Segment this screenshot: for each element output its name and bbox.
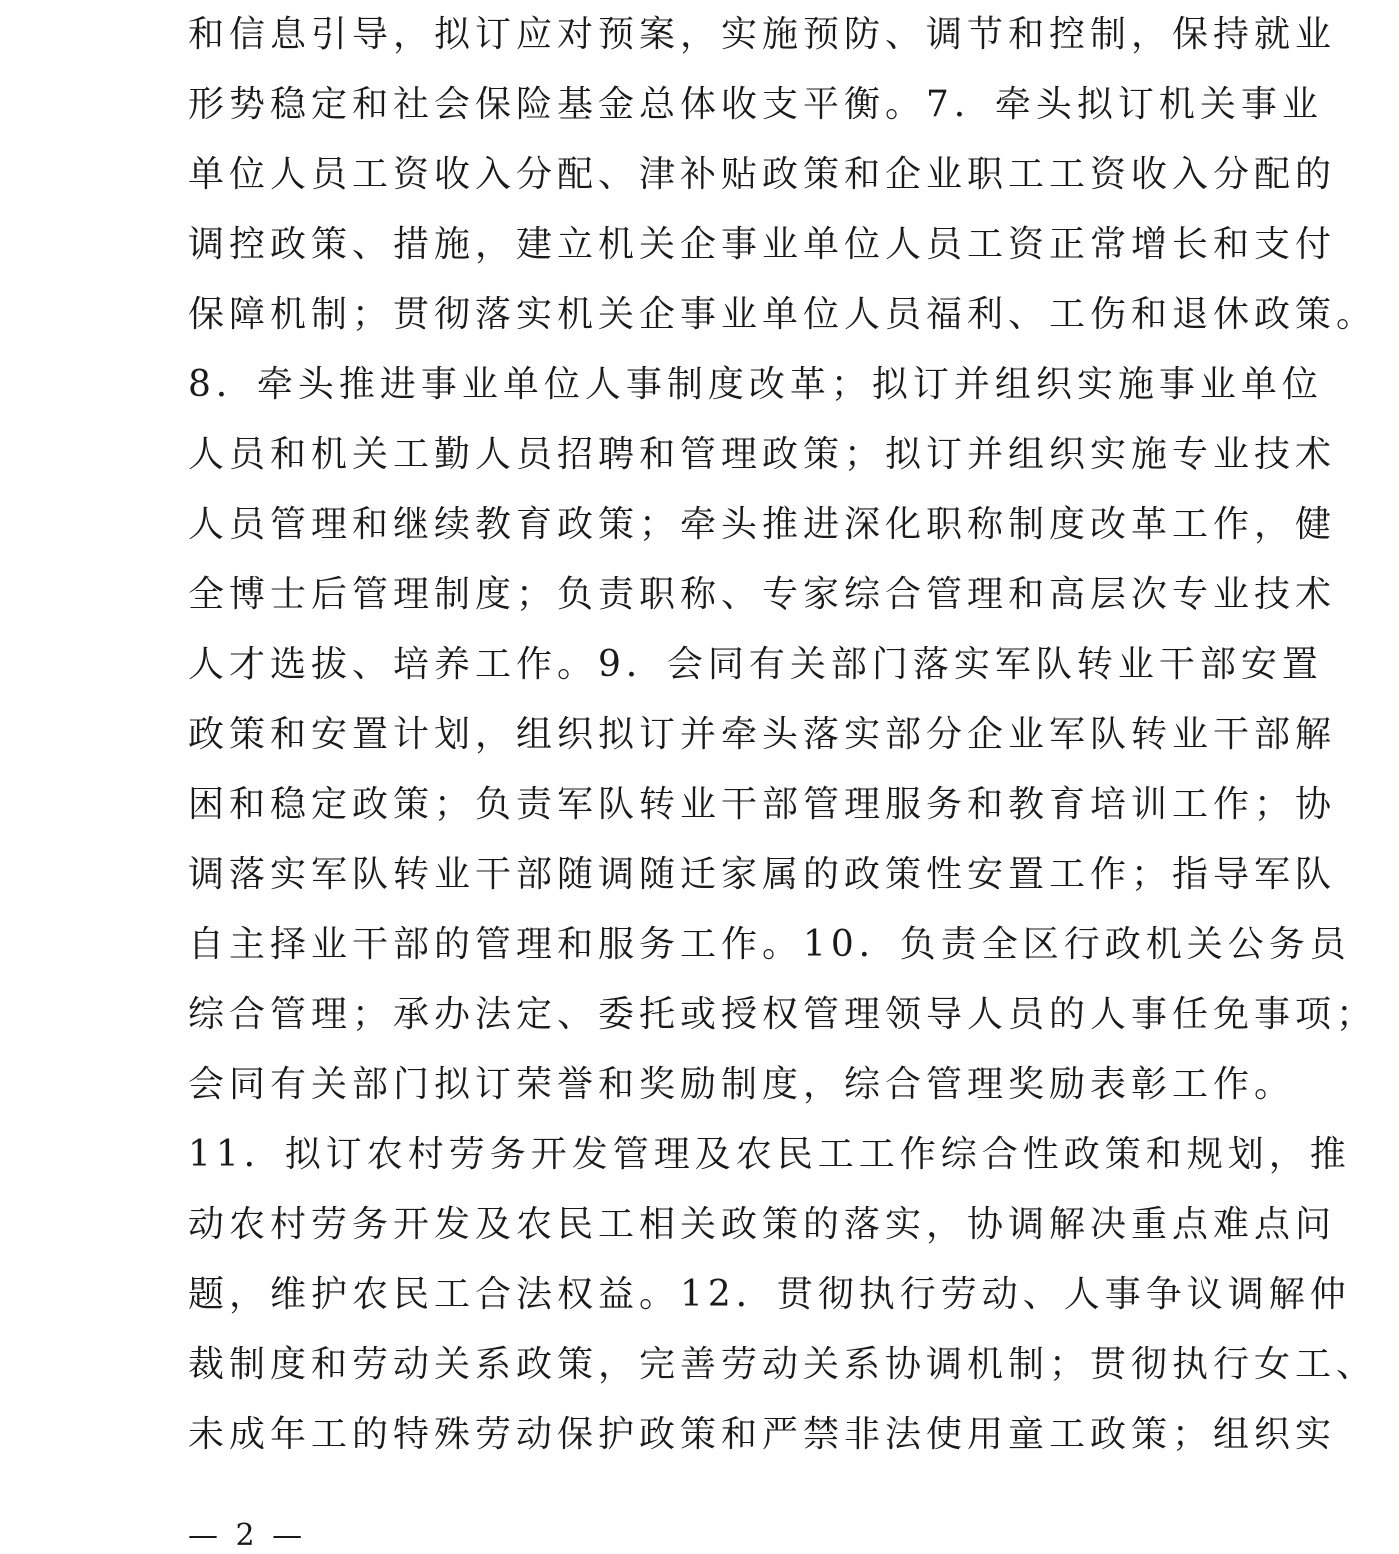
text-line: 人员管理和继续教育政策；牵头推进深化职称制度改革工作，健 [188,504,1337,545]
text-line: 会同有关部门拟订荣誉和奖励制度，综合管理奖励表彰工作。 [188,1064,1296,1105]
text-line: 人员和机关工勤人员招聘和管理政策；拟订并组织实施专业技术 [188,434,1337,475]
text-line: 动农村劳务开发及农民工相关政策的落实，协调解决重点难点问 [188,1204,1337,1245]
text-line: 未成年工的特殊劳动保护政策和严禁非法使用童工政策；组织实 [188,1414,1337,1455]
page-number: — 2 — [188,1518,307,1553]
text-line: 和信息引导，拟订应对预案，实施预防、调节和控制，保持就业 [188,14,1337,55]
text-line: 困和稳定政策；负责军队转业干部管理服务和教育培训工作；协 [188,784,1337,825]
text-line: 综合管理；承办法定、委托或授权管理领导人员的人事任免事项； [188,994,1378,1035]
text-line: 政策和安置计划，组织拟订并牵头落实部分企业军队转业干部解 [188,714,1337,755]
text-line: 调落实军队转业干部随调随迁家属的政策性安置工作；指导军队 [188,854,1337,895]
text-line: 调控政策、措施，建立机关企事业单位人员工资正常增长和支付 [188,224,1337,265]
document-body [188,0,1378,1470]
text-line: 11．拟订农村劳务开发管理及农民工工作综合性政策和规划，推 [188,1134,1351,1175]
text-line: 题，维护农民工合法权益。12．贯彻执行劳动、人事争议调解仲 [188,1274,1351,1315]
text-line: 自主择业干部的管理和服务工作。10．负责全区行政机关公务员 [188,924,1351,965]
text-line: 全博士后管理制度；负责职称、专家综合管理和高层次专业技术 [188,574,1337,615]
text-line: 保障机制；贯彻落实机关企事业单位人员福利、工伤和退休政策。 [188,294,1378,335]
text-line: 裁制度和劳动关系政策，完善劳动关系协调机制；贯彻执行女工、 [188,1344,1378,1385]
text-line: 8．牵头推进事业单位人事制度改革；拟订并组织实施事业单位 [188,364,1323,405]
text-line: 形势稳定和社会保险基金总体收支平衡。7．牵头拟订机关事业 [188,84,1323,125]
text-line: 单位人员工资收入分配、津补贴政策和企业职工工资收入分配的 [188,154,1337,195]
text-line: 人才选拔、培养工作。9．会同有关部门落实军队转业干部安置 [188,644,1323,685]
